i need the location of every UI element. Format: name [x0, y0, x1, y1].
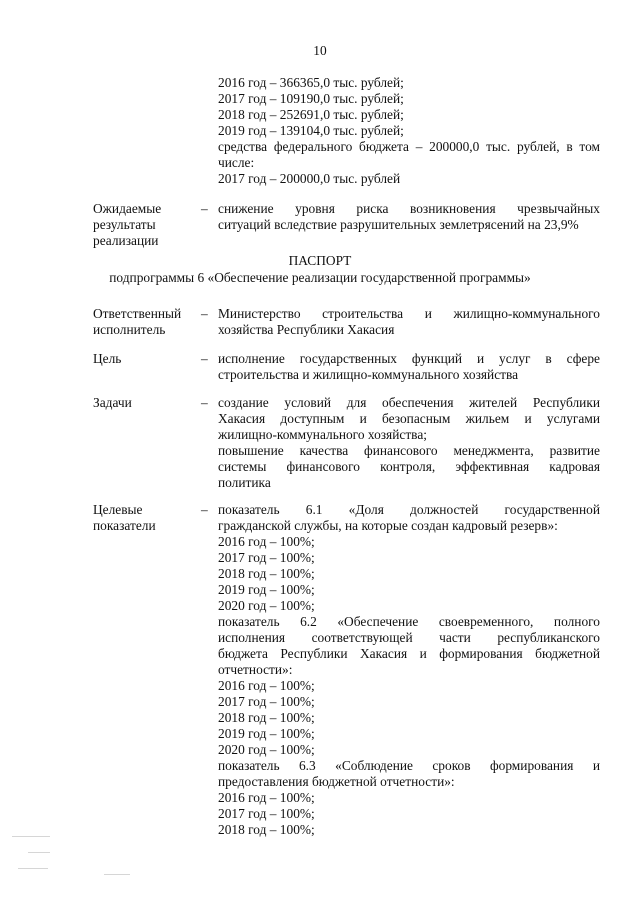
label-line: Ожидаемые — [93, 201, 162, 216]
scan-artifact — [8, 830, 138, 890]
page-number: 10 — [313, 43, 327, 58]
content-line: ситуаций вследствие разрушительных землетрясений на 23,9% — [218, 217, 579, 232]
content-line: 2019 год – 100%; — [218, 582, 315, 597]
funding-line: 2016 год – 366365,0 тыс. рублей; — [218, 75, 404, 90]
row-content — [218, 502, 600, 838]
content-line: предоставления бюджетной отчетности»: — [218, 774, 455, 789]
funding-line: числе: — [218, 155, 255, 170]
row-dash: – — [201, 395, 208, 410]
row-label — [93, 395, 198, 411]
content-line: Министерство строительства и жилищно-коммунального — [218, 306, 600, 321]
content-line: хозяйства Республики Хакасия — [218, 322, 395, 337]
content-line: 2016 год – 100%; — [218, 534, 315, 549]
content-line: 2018 год – 100%; — [218, 710, 315, 725]
label-line: Ответственный — [93, 306, 182, 321]
row-content — [218, 306, 600, 338]
content-line: 2016 год – 100%; — [218, 678, 315, 693]
content-line: 2016 год – 100%; — [218, 790, 315, 805]
label-line: Целевые — [93, 502, 143, 517]
label-line: исполнитель — [93, 322, 166, 337]
funding-line: 2018 год – 252691,0 тыс. рублей; — [218, 107, 404, 122]
content-line: исполнение государственных функций и услуг в сфере — [218, 351, 600, 366]
row-label — [93, 306, 198, 338]
passport-title: ПАСПОРТ — [288, 253, 352, 268]
label-line: Задачи — [93, 395, 132, 410]
row-content — [218, 395, 600, 491]
label-line: Цель — [93, 351, 122, 366]
content-line: создание условий для обеспечения жителей Республики — [218, 395, 600, 410]
content-line: показатель 6.1 «Доля должностей государственной — [218, 502, 600, 517]
content-line: гражданской службы, на которые создан кадровый резерв»: — [218, 518, 558, 533]
content-line: снижение уровня риска возникновения чрезвычайных — [218, 201, 600, 216]
content-line: отчетности»: — [218, 662, 293, 677]
content-line: исполнения соответствующей части республиканского — [218, 630, 600, 645]
label-line: показатели — [93, 518, 156, 533]
content-line: 2017 год – 100%; — [218, 550, 315, 565]
row-content — [218, 351, 600, 383]
label-line: реализации — [93, 233, 159, 248]
row-dash: – — [201, 502, 208, 517]
content-line: повышение качества финансового менеджмента, развитие — [218, 443, 600, 458]
content-line: политика — [218, 475, 271, 490]
funding-continuation — [218, 75, 600, 187]
content-line: 2018 год – 100%; — [218, 822, 315, 837]
content-line: 2020 год – 100%; — [218, 598, 315, 613]
content-line: 2017 год – 100%; — [218, 806, 315, 821]
label-line: результаты — [93, 217, 156, 232]
content-line: показатель 6.2 «Обеспечение своевременного, полного — [218, 614, 600, 629]
funding-line: 2019 год – 139104,0 тыс. рублей; — [218, 123, 404, 138]
content-line: показатель 6.3 «Соблюдение сроков формирования и — [218, 758, 600, 773]
row-dash: – — [201, 306, 208, 321]
row-label — [93, 351, 198, 367]
content-line: 2018 год – 100%; — [218, 566, 315, 581]
funding-line: средства федерального бюджета – 200000,0 тыс. рублей, в том — [218, 139, 600, 154]
content-line: строительства и жилищно-коммунального хозяйства — [218, 367, 519, 382]
passport-subtitle: подпрограммы 6 «Обеспечение реализации государственной программы» — [109, 270, 531, 285]
row-dash: – — [201, 351, 208, 366]
row-dash: – — [201, 201, 208, 216]
content-line: 2017 год – 100%; — [218, 694, 315, 709]
funding-line: 2017 год – 200000,0 тыс. рублей — [218, 171, 401, 186]
content-line: бюджета Республики Хакасия и формирования бюджетной — [218, 646, 600, 661]
content-line: 2020 год – 100%; — [218, 742, 315, 757]
row-label — [93, 502, 198, 534]
funding-line: 2017 год – 109190,0 тыс. рублей; — [218, 91, 404, 106]
content-line: системы финансового контроля, эффективная кадровая — [218, 459, 600, 474]
content-line: 2019 год – 100%; — [218, 726, 315, 741]
content-line: жилищно-коммунального хозяйства; — [218, 427, 427, 442]
row-content — [218, 201, 600, 233]
content-line: Хакасия доступным и безопасным жильем и услугами — [218, 411, 600, 426]
row-label — [93, 201, 198, 249]
